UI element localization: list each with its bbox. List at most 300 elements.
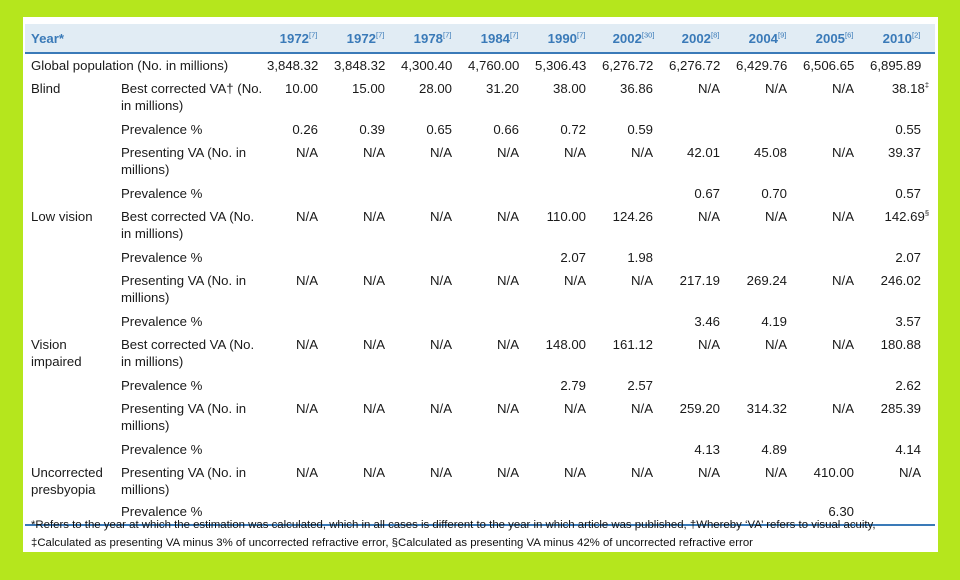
cell-value: 1.98 (627, 250, 654, 265)
cell-value: N/A (296, 145, 319, 160)
table-cell (868, 438, 935, 462)
year-header (533, 24, 600, 53)
table-cell (332, 310, 399, 334)
cell-value: N/A (564, 401, 587, 416)
table-cell (265, 118, 332, 142)
table-cell (868, 142, 935, 182)
table-cell (533, 270, 600, 310)
year-value: 2004 (748, 30, 779, 46)
table-cell (801, 270, 868, 310)
table-row (25, 374, 935, 398)
year-value: 1972 (346, 30, 377, 46)
table-cell (399, 398, 466, 438)
table-cell (466, 78, 533, 118)
table-cell (265, 462, 332, 502)
table-cell (533, 374, 600, 398)
reference-marker: [7] (510, 30, 519, 40)
cell-value: N/A (430, 401, 453, 416)
cell-value: 0.72 (560, 122, 587, 137)
table-cell (868, 182, 935, 206)
table-cell (734, 462, 801, 502)
cell-value: 28.00 (419, 81, 453, 96)
table-cell (734, 118, 801, 142)
reference-marker: [6] (845, 30, 854, 40)
table-cell (399, 374, 466, 398)
measure-label: Prevalence % (121, 442, 203, 457)
cell-value: 10.00 (285, 81, 319, 96)
table-cell (466, 246, 533, 270)
cell-value: N/A (832, 273, 855, 288)
cell-value: N/A (363, 465, 386, 480)
table-cell (734, 374, 801, 398)
cell-value: 6,506.65 (803, 58, 855, 73)
table-row (25, 118, 935, 142)
table-cell (801, 206, 868, 246)
cell-value: N/A (430, 145, 453, 160)
cell-value: N/A (765, 81, 788, 96)
table-cell (332, 270, 399, 310)
cell-value: N/A (564, 465, 587, 480)
table-cell (868, 118, 935, 142)
table-cell (533, 78, 600, 118)
table-cell (533, 398, 600, 438)
cell-value: N/A (631, 145, 654, 160)
row-label: Global population (No. in millions) (31, 58, 229, 73)
reference-marker: [7] (577, 30, 586, 40)
table-cell (399, 182, 466, 206)
table-cell (466, 206, 533, 246)
cell-value: N/A (363, 145, 386, 160)
cell-value: N/A (296, 337, 319, 352)
table-cell (734, 53, 801, 78)
cell-value: 0.66 (493, 122, 520, 137)
table-cell (265, 270, 332, 310)
category-label (25, 438, 115, 462)
table-cell (332, 374, 399, 398)
table-cell (734, 270, 801, 310)
cell-value: 142.69 (884, 209, 925, 224)
reference-marker: [7] (376, 30, 385, 40)
measure-label: Prevalence % (121, 250, 203, 265)
table-cell (868, 398, 935, 438)
table-cell (399, 462, 466, 502)
cell-value: 0.39 (359, 122, 386, 137)
table-cell (600, 78, 667, 118)
table-row (25, 142, 935, 182)
category-label (25, 374, 115, 398)
table-cell (332, 182, 399, 206)
table-cell (399, 438, 466, 462)
cell-value: 3.57 (895, 314, 922, 329)
year-header (667, 24, 734, 53)
measure-label: Prevalence % (115, 502, 265, 525)
table-cell (801, 374, 868, 398)
cell-value: N/A (497, 145, 520, 160)
table-cell (533, 246, 600, 270)
cell-value: 2.79 (560, 378, 587, 393)
table-cell (533, 438, 600, 462)
table-cell (667, 398, 734, 438)
category-label: Uncorrected presbyopia (31, 465, 103, 497)
table-cell (667, 182, 734, 206)
table-cell (667, 438, 734, 462)
table-cell (332, 334, 399, 374)
year-header (868, 24, 935, 53)
cell-value: 42.01 (687, 145, 721, 160)
cell-value: 410.00 (813, 465, 855, 480)
table-cell (332, 78, 399, 118)
table-cell (533, 310, 600, 334)
table-cell (667, 374, 734, 398)
table-cell (667, 206, 734, 246)
measure-label: Presenting VA (No. in millions) (121, 465, 247, 497)
cell-value: N/A (296, 465, 319, 480)
table-cell (466, 310, 533, 334)
reference-marker: [8] (711, 30, 720, 40)
cell-value: N/A (832, 401, 855, 416)
table-cell (667, 462, 734, 502)
table-cell (466, 142, 533, 182)
measure-label: Prevalence % (121, 378, 203, 393)
table-cell (399, 142, 466, 182)
table-cell (600, 270, 667, 310)
table-cell (265, 398, 332, 438)
table-row (25, 53, 935, 78)
table-cell (466, 182, 533, 206)
table-cell (734, 78, 801, 118)
cell-value: 4.19 (761, 314, 788, 329)
table-cell (868, 246, 935, 270)
category-label (25, 118, 115, 142)
cell-value: N/A (698, 81, 721, 96)
cell-value: 180.88 (880, 337, 922, 352)
year-header (399, 24, 466, 53)
table-cell (868, 270, 935, 310)
table-cell (399, 270, 466, 310)
cell-value: 148.00 (545, 337, 587, 352)
cell-value: 4.14 (895, 442, 922, 457)
cell-value: 2.07 (560, 250, 587, 265)
table-cell (600, 182, 667, 206)
table-row (25, 270, 935, 310)
table-cell (600, 142, 667, 182)
table-cell (868, 206, 935, 246)
year-header (332, 24, 399, 53)
cell-value: N/A (564, 273, 587, 288)
cell-value: 2.62 (895, 378, 922, 393)
table-cell (265, 206, 332, 246)
cell-value: 0.26 (292, 122, 319, 137)
table-cell (801, 182, 868, 206)
cell-value: 4.89 (761, 442, 788, 457)
year-value: 2010 (882, 30, 913, 46)
table-cell (667, 53, 734, 78)
table-cell (399, 206, 466, 246)
table-cell (466, 53, 533, 78)
cell-value: 314.32 (746, 401, 788, 416)
table-cell (399, 78, 466, 118)
table-cell (868, 78, 935, 118)
measure-label: Prevalence % (121, 186, 203, 201)
cell-value: 124.26 (612, 209, 654, 224)
table-cell (801, 246, 868, 270)
cell-value: N/A (832, 337, 855, 352)
footnote: *Refers to the year at which the estimation was calculated, which in all cases is different to the year in which article was published, †Whereby ‘VA’ refers to visual acuity, ‡Calculated as presenting VA minus 3% of uncorrected refractive error, §Calculated as presenting VA minus 42% of uncorrected refractive error (31, 519, 876, 549)
table-cell (399, 118, 466, 142)
year-value: 2005 (815, 30, 846, 46)
table-cell (399, 310, 466, 334)
cell-value: N/A (765, 209, 788, 224)
table-cell (466, 334, 533, 374)
table-cell (868, 334, 935, 374)
table-cell (801, 334, 868, 374)
cell-value: 6,276.72 (602, 58, 654, 73)
table-cell (533, 334, 600, 374)
cell-value: N/A (430, 465, 453, 480)
cell-value: N/A (832, 145, 855, 160)
table-cell (466, 270, 533, 310)
cell-value: N/A (765, 337, 788, 352)
cell-value: 38.00 (553, 81, 587, 96)
reference-marker: [9] (778, 30, 787, 40)
footnote-marker: § (924, 208, 930, 218)
cell-value: N/A (430, 209, 453, 224)
table-cell (265, 53, 332, 78)
reference-marker: [7] (309, 30, 318, 40)
table-cell (265, 334, 332, 374)
cell-value: 45.08 (754, 145, 788, 160)
cell-value: 15.00 (352, 81, 386, 96)
table-cell (667, 142, 734, 182)
cell-value: N/A (698, 209, 721, 224)
cell-value: 3,848.32 (334, 58, 386, 73)
cell-value: 246.02 (880, 273, 922, 288)
table-cell (332, 53, 399, 78)
table-cell (332, 246, 399, 270)
cell-value: N/A (564, 145, 587, 160)
cell-value: N/A (296, 401, 319, 416)
year-header (734, 24, 801, 53)
table-cell (667, 334, 734, 374)
category-label (25, 398, 115, 438)
cell-value: 0.59 (627, 122, 654, 137)
cell-value: 269.24 (746, 273, 788, 288)
table-cell (533, 118, 600, 142)
table-cell (667, 118, 734, 142)
cell-value: N/A (631, 465, 654, 480)
category-label (25, 182, 115, 206)
cell-value: 217.19 (679, 273, 721, 288)
table-cell (734, 246, 801, 270)
cell-value: N/A (497, 401, 520, 416)
table-cell (533, 206, 600, 246)
table-cell (332, 118, 399, 142)
table-cell (399, 334, 466, 374)
measure-label: Prevalence % (121, 314, 203, 329)
measure-label: Presenting VA (No. in millions) (121, 401, 247, 433)
measure-label: Best corrected VA† (No. in millions) (121, 81, 263, 113)
measure-label: Presenting VA (No. in millions) (121, 273, 247, 305)
year-header (265, 24, 332, 53)
measure-label: Best corrected VA (No. in millions) (121, 337, 255, 369)
cell-value: 39.37 (888, 145, 922, 160)
cell-value: N/A (832, 209, 855, 224)
table-cell (734, 398, 801, 438)
cell-value: N/A (363, 273, 386, 288)
table-cell (533, 462, 600, 502)
cell-value: 0.65 (426, 122, 453, 137)
cell-value: 4.13 (694, 442, 721, 457)
cell-value: 0.55 (895, 122, 922, 137)
cell-value: N/A (497, 337, 520, 352)
table-row (25, 398, 935, 438)
cell-value: 4,760.00 (468, 58, 520, 73)
cell-value: 6.30 (828, 504, 855, 519)
table-cell (801, 53, 868, 78)
table-cell (399, 53, 466, 78)
cell-value: N/A (698, 337, 721, 352)
table-cell (734, 310, 801, 334)
table-cell (667, 246, 734, 270)
table-cell (734, 142, 801, 182)
table-cell (801, 310, 868, 334)
cell-value: N/A (497, 273, 520, 288)
category-label: Blind (31, 81, 61, 96)
table-cell (667, 310, 734, 334)
cell-value: 4,300.40 (401, 58, 453, 73)
reference-marker: [30] (641, 30, 655, 40)
table-cell (600, 462, 667, 502)
cell-value: N/A (631, 273, 654, 288)
table-row (25, 310, 935, 334)
year-label: Year* (25, 24, 265, 53)
cell-value: 0.57 (895, 186, 922, 201)
table-cell (265, 182, 332, 206)
table-row (25, 462, 935, 502)
year-value: 2002 (681, 30, 712, 46)
table-cell (466, 398, 533, 438)
reference-marker: [7] (443, 30, 452, 40)
table-cell (265, 374, 332, 398)
table-row (25, 334, 935, 374)
table-cell (801, 142, 868, 182)
table-cell (734, 182, 801, 206)
table-cell (600, 310, 667, 334)
cell-value: 110.00 (546, 209, 587, 224)
vision-impairment-table (25, 24, 935, 526)
table-cell (734, 334, 801, 374)
table-cell (600, 53, 667, 78)
table-cell (801, 462, 868, 502)
table-cell (667, 78, 734, 118)
cell-value: N/A (430, 337, 453, 352)
category-label (25, 246, 115, 270)
measure-label: Presenting VA (No. in millions) (121, 145, 247, 177)
table-cell (868, 374, 935, 398)
cell-value: 0.67 (694, 186, 721, 201)
table-cell (332, 438, 399, 462)
cell-value: 285.39 (880, 401, 922, 416)
cell-value: N/A (497, 209, 520, 224)
table-cell (600, 118, 667, 142)
cell-value: 161.12 (612, 337, 654, 352)
table-cell (600, 398, 667, 438)
table-cell (265, 246, 332, 270)
cell-value: 259.20 (679, 401, 721, 416)
category-label: Vision impaired (31, 337, 82, 369)
table-cell (801, 398, 868, 438)
table-cell (868, 462, 935, 502)
measure-label: Best corrected VA (No. in millions) (121, 209, 255, 241)
table-cell (332, 462, 399, 502)
category-label (25, 270, 115, 310)
table-cell (600, 374, 667, 398)
year-value: 1990 (547, 30, 578, 46)
table-cell (332, 398, 399, 438)
table-cell (600, 334, 667, 374)
table-cell (332, 206, 399, 246)
table-cell (466, 462, 533, 502)
table-cell (533, 142, 600, 182)
table-cell (466, 374, 533, 398)
footnote-marker: ‡ (924, 80, 930, 90)
cell-value: 6,429.76 (736, 58, 788, 73)
cell-value: N/A (296, 209, 319, 224)
cell-value: N/A (698, 465, 721, 480)
table-body (25, 53, 935, 525)
table-row (25, 438, 935, 462)
year-value: 2002 (612, 30, 642, 46)
table-panel (23, 17, 938, 552)
table-cell (667, 270, 734, 310)
table-row (25, 182, 935, 206)
cell-value: 2.57 (627, 378, 654, 393)
table-cell (868, 310, 935, 334)
cell-value: N/A (296, 273, 319, 288)
table-cell (466, 438, 533, 462)
table-cell (801, 78, 868, 118)
reference-marker: [2] (912, 30, 921, 40)
table-cell (265, 310, 332, 334)
year-value: 1972 (279, 30, 310, 46)
table-cell (265, 438, 332, 462)
table-cell (265, 142, 332, 182)
cell-value: N/A (497, 465, 520, 480)
cell-value: N/A (363, 337, 386, 352)
category-label (25, 142, 115, 182)
cell-value: 6,895.89 (870, 58, 922, 73)
table-cell (265, 78, 332, 118)
cell-value: 2.07 (895, 250, 922, 265)
cell-value: 0.70 (761, 186, 788, 201)
table-cell (734, 438, 801, 462)
cell-value: N/A (631, 401, 654, 416)
cell-value: N/A (430, 273, 453, 288)
measure-label: Prevalence % (121, 122, 203, 137)
table-cell (600, 246, 667, 270)
table-cell (600, 438, 667, 462)
table-cell (332, 142, 399, 182)
table-cell (801, 118, 868, 142)
category-label (25, 310, 115, 334)
cell-value: 6,276.72 (669, 58, 721, 73)
table-row (25, 78, 935, 118)
table-cell (399, 246, 466, 270)
cell-value: N/A (832, 81, 855, 96)
cell-value: 3.46 (694, 314, 721, 329)
table-cell (533, 53, 600, 78)
table-row (25, 246, 935, 270)
